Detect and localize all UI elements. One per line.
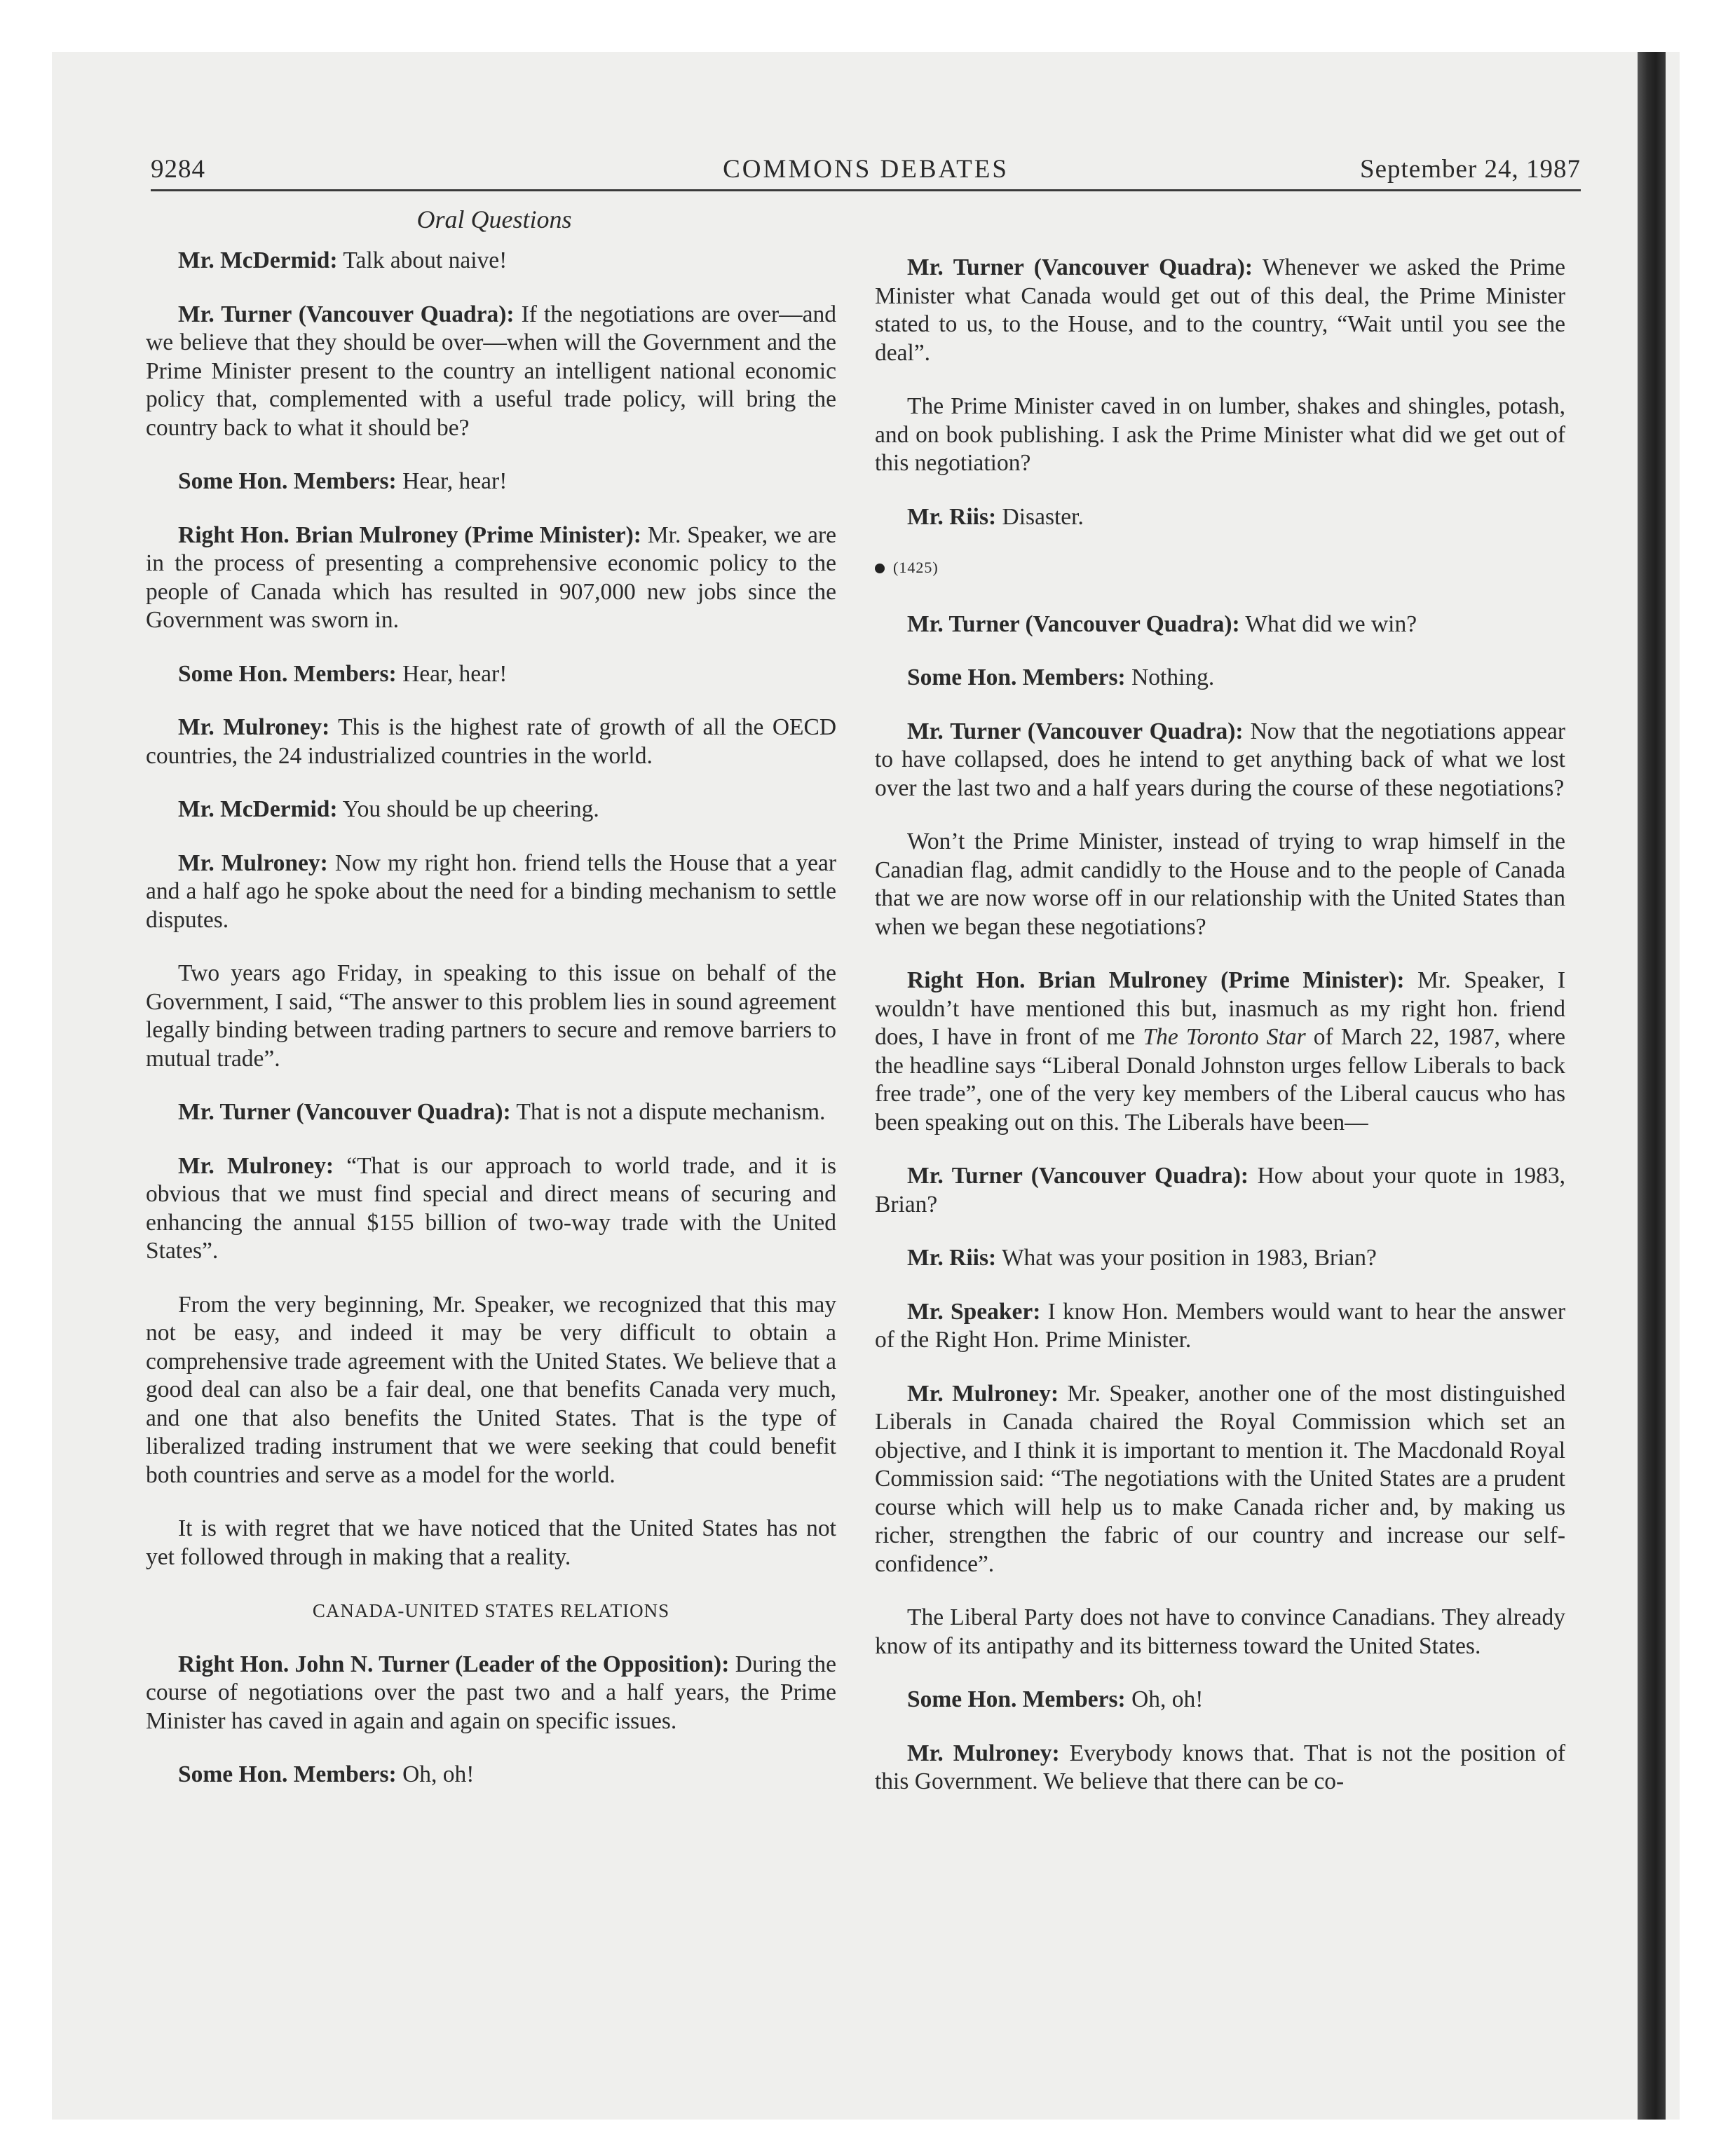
speaker-name: Right Hon. John N. Turner (Leader of the Opposition): [178,1651,730,1677]
speech-text: Now that the negotiations appear to have collapsed, does he intend to get anything back of what we lost over the last two and a half years during the course of these negotiations? [875,718,1565,801]
speech-text: That is not a dispute mechanism. [510,1099,826,1125]
speaker-name: Some Hon. Members: [178,660,397,687]
debate-paragraph [146,796,836,824]
speech-text: If the negotiations are over—and we believe that they should be over—when will the Government and the Prime Minister present to the country an intelligent national economic policy that, complemented with a useful trade policy, will bring the country back to what it should be? [146,301,836,441]
speech-text: How about your quote in 1983, Brian? [875,1163,1565,1217]
speech-text: What did we win? [1239,610,1417,637]
debate-paragraph [146,850,836,935]
speaker-name: Mr. Mulroney: [178,714,330,740]
page-edge-shadow [1638,52,1666,2120]
debate-paragraph [875,664,1565,692]
speech-text: Nothing. [1125,664,1215,690]
debate-paragraph [875,828,1565,941]
section-heading: CANADA-UNITED STATES RELATIONS [312,1600,670,1621]
speaker-name: Mr. Turner (Vancouver Quadra): [178,301,515,327]
publication-citation: The Toronto Star [1143,1024,1306,1050]
speaker-name: Some Hon. Members: [178,1761,397,1787]
speaker-name: Mr. Riis: [907,503,997,530]
speech-text: Mr. Speaker, I wouldn’t have mentioned this but, inasmuch as my right hon. friend does, I have in front of me [875,967,1565,1050]
speaker-name: Right Hon. Brian Mulroney (Prime Minister): [178,521,641,548]
debate-paragraph [875,1740,1565,1796]
speech-text: Talk about naive! [337,247,508,273]
debate-paragraph [875,254,1565,367]
time-marker-text: (1425) [893,559,939,576]
speaker-name: Mr. Turner (Vancouver Quadra): [907,610,1240,637]
speaker-name: Mr. Turner (Vancouver Quadra): [907,254,1253,280]
header-rule [151,189,1581,191]
speech-text: Mr. Speaker, another one of the most distinguished Liberals in Canada chaired the Royal Commission which set an objective, and I think it is important to mention it. The Macdonald Royal Commission said: “The negotiations with the United States are a prudent course which will help us to make Canada richer and, by making us richer, strengthen the fabric of our country and increase our self-confidence”. [875,1380,1565,1577]
debate-paragraph [875,967,1565,1137]
speech-text: Hear, hear! [396,468,508,494]
debate-paragraph [875,1686,1565,1714]
debate-paragraph [146,660,836,689]
speech-text: Oh, oh! [1125,1686,1204,1712]
debate-paragraph [146,1761,836,1789]
debate-paragraph [146,1651,836,1736]
debate-paragraph [875,393,1565,478]
speaker-name: Mr. Turner (Vancouver Quadra): [178,1099,511,1125]
debate-paragraph [875,503,1565,532]
bullet-icon [875,564,885,573]
debate-paragraph [146,247,836,275]
speech-text: The Prime Minister caved in on lumber, shakes and shingles, potash, and on book publishing. I ask the Prime Minister what did we get out of this negotiation? [875,393,1565,476]
speech-text: Whenever we asked the Prime Minister what Canada would get out of this deal, the Prime Minister stated to us, to the House, and to the country, “Wait until you see the deal”. [875,254,1565,366]
debate-paragraph [146,714,836,770]
debate-paragraph [875,1298,1565,1355]
debate-paragraph [875,610,1565,639]
right-column [875,254,1565,1822]
speech-text: Everybody knows that. That is not the position of this Government. We believe that there can be co- [875,1740,1566,1794]
publication-date: September 24, 1987 [1360,155,1581,184]
debate-paragraph [146,1515,836,1571]
debate-paragraph [875,1244,1565,1273]
speaker-name: Mr. Mulroney: [907,1740,1060,1766]
speech-text: “That is our approach to world trade, and it is obvious that we must find special and direct means of securing and enhancing the annual $155 billion of two-way trade with the United States”. [146,1152,837,1264]
debate-paragraph [146,521,836,635]
speaker-name: Mr. McDermid: [178,247,338,273]
speech-text: Disaster. [996,503,1084,530]
speaker-name: Mr. Turner (Vancouver Quadra): [907,718,1244,744]
speech-text: Now my right hon. friend tells the House that a year and a half ago he spoke about the need for a binding mechanism to settle disputes. [146,850,836,933]
debate-paragraph [875,1380,1565,1579]
debate-paragraph [146,1152,836,1266]
speech-text: Two years ago Friday, in speaking to this issue on behalf of the Government, I said, “The answer to this problem lies in sound agreement legally binding between trading partners to secure and remove barriers to mutual trade”. [146,960,836,1072]
speech-text-continued: of March 22, 1987, where the headline says “Liberal Donald Johnston urges fellow Liberals to back free trade”, one of the very key members of the Liberal caucus who has been speaking out on this. The Liberals have been— [875,1024,1565,1135]
speaker-name: Mr. Riis: [907,1245,997,1271]
speaker-name: Mr. Speaker: [907,1298,1041,1325]
speech-text: Oh, oh! [396,1761,475,1787]
speaker-name: Some Hon. Members: [907,664,1126,690]
debate-paragraph [146,960,836,1073]
speech-text: During the course of negotiations over the past two and a half years, the Prime Minister has caved in again and again on specific issues. [146,1651,836,1734]
section-label: Oral Questions [416,205,572,233]
speech-text: This is the highest rate of growth of all the OECD countries, the 24 industrialized countries in the world. [146,714,837,769]
speech-text: What was your position in 1983, Brian? [996,1245,1377,1271]
left-column [146,247,836,1815]
debate-paragraph [875,718,1565,803]
debate-paragraph [146,468,836,496]
time-marker [875,554,1565,582]
debate-paragraph [146,1291,836,1490]
speaker-name: Mr. Mulroney: [907,1380,1059,1407]
speech-text: From the very beginning, Mr. Speaker, we recognized that this may not be easy, and indeed it may be very difficult to obtain a comprehensive trade agreement with the United States. We believe that a good deal can also be a fair deal, one that benefits Canada very much, and one that also benefits the United States. That is the type of liberalized trading instrument that we were seeking that could benefit both countries and serve as a model for the world. [146,1291,836,1488]
speaker-name: Mr. Mulroney: [178,850,328,876]
speech-text: It is with regret that we have noticed that the United States has not yet followed through in making that a reality. [146,1515,836,1570]
speech-text: The Liberal Party does not have to convince Canadians. They already know of its antipathy and its bitterness toward the United States. [875,1604,1565,1659]
speech-text: Won’t the Prime Minister, instead of trying to wrap himself in the Canadian flag, admit candidly to the House and to the people of Canada that we are now worse off in our relationship with the United States than when we began these negotiations? [875,828,1565,940]
speech-text: Hear, hear! [396,660,508,687]
speech-text: You should be up cheering. [337,796,599,822]
speaker-name: Some Hon. Members: [907,1686,1126,1712]
page-number: 9284 [151,155,205,184]
speech-text: I know Hon. Members would want to hear the answer of the Right Hon. Prime Minister. [875,1298,1565,1353]
debate-paragraph [875,1604,1565,1660]
debate-paragraph [146,301,836,443]
speaker-name: Some Hon. Members: [178,468,397,494]
speaker-name: Mr. McDermid: [178,796,338,822]
debate-paragraph [146,1098,836,1127]
speaker-name: Mr. Turner (Vancouver Quadra): [907,1163,1249,1189]
publication-title: COMMONS DEBATES [723,155,1009,184]
speech-text: Mr. Speaker, we are in the process of presenting a comprehensive economic policy to the people of Canada which has resulted in 907,000 new jobs since the Government was sworn in. [146,521,837,633]
debate-paragraph [875,1162,1565,1219]
page-header [151,154,1581,189]
speaker-name: Mr. Mulroney: [178,1152,334,1179]
speaker-name: Right Hon. Brian Mulroney (Prime Minister): [907,967,1405,993]
